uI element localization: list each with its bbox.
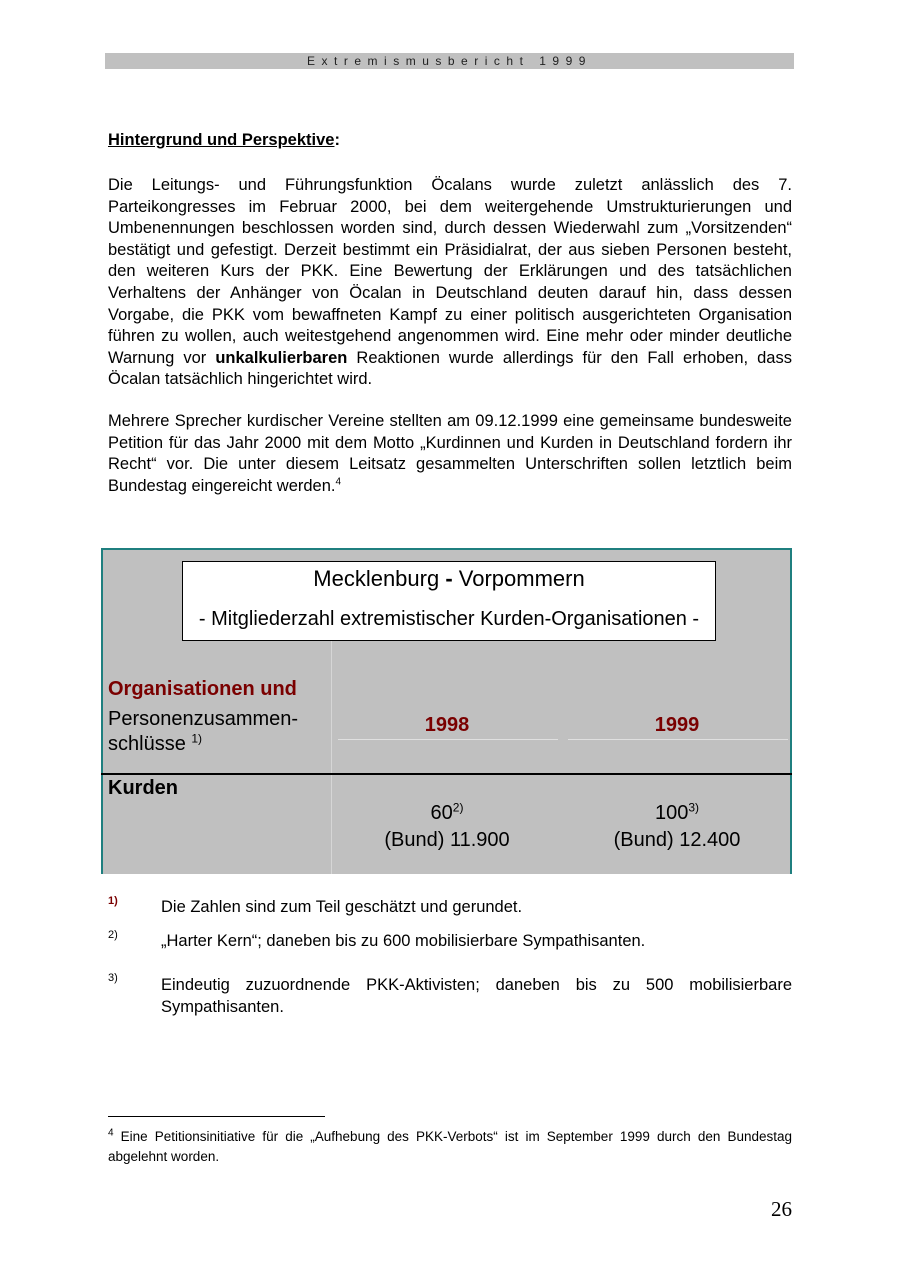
row-header-line2: Personenzusammen- (108, 708, 299, 730)
table-footnote-mark-3: 3) (108, 972, 118, 984)
value-1999 (562, 800, 792, 854)
value-1998-bund: (Bund) 11.900 (384, 829, 510, 851)
value-1998 (332, 800, 562, 854)
table-footnote-2: „Harter Kern“; daneben bis zu 600 mobilisierbare Sympathisanten. (161, 932, 646, 950)
row-label-kurden: Kurden (108, 777, 178, 799)
row-separator (101, 773, 792, 775)
value-1998-note: 2) (452, 800, 464, 815)
header-line-1998 (338, 739, 558, 740)
paragraph-2 (108, 411, 792, 497)
page-footnote-mark: 4 (108, 1127, 114, 1139)
table-title (183, 566, 715, 592)
table-footnote-mark-2: 2) (108, 929, 118, 941)
value-1999-note: 3) (688, 800, 700, 815)
row-header-note: 1) (191, 731, 203, 746)
title-region-b: Vorpommern (452, 566, 585, 591)
row-header-line3: schlüsse (108, 733, 192, 755)
running-header: Extremismusbericht 1999 (105, 53, 794, 69)
value-1999-main: 100 (654, 802, 689, 824)
year-1999-header: 1999 (654, 714, 700, 736)
table-footnote-mark-1: 1) (108, 895, 118, 907)
paragraph-1-bold: unkalkulierbaren (215, 348, 348, 367)
page-footnote-text: Eine Petitionsinitiative für die „Aufhebung des PKK-Verbots“ ist im September 1999 durch den Bundestag abgelehnt worden. (108, 1129, 792, 1164)
paragraph-1-text-a: Die Leitungs- und Führungsfunktion Öcalans wurde zuletzt anlässlich des 7. Parteikongresses im Februar 2000, bei dem weitergehende Umstrukturierungen und Umbenennungen beschlossen worden sind, durch dessen Wiederwahl zum „Vorsitzenden“ bestätigt und gefestigt. Derzeit bestimmt ein Präsidialrat, der aus sieben Personen besteht, den weiteren Kurs der PKK. Eine Bewertung der Erklärungen und des tatsächlichen Verhaltens der Anhänger von Öcalan in Deutschland deuten darauf hin, dass dessen Vorgabe, die PKK vom bewaffneten Kampf zu einer politisch ausgerichteten Organisation führen zu wollen, auch weitestgehend angenommen wird. Eine mehr oder minder deutliche Warnung vor (108, 176, 792, 367)
table-footnote-1: Die Zahlen sind zum Teil geschätzt und gerundet. (161, 898, 523, 916)
title-dash: - (445, 566, 453, 591)
footnote-rule (108, 1116, 325, 1117)
footnote-ref-4[interactable]: 4 (335, 476, 342, 488)
heading-colon: : (334, 131, 340, 149)
header-line-1999 (568, 739, 788, 740)
section-heading (108, 131, 792, 150)
page-footnote (108, 1127, 792, 1167)
table-subtitle: - Mitgliederzahl extremistischer Kurden-Organisationen - (198, 608, 700, 630)
table-footnote-3: Eindeutig zuzuordnende PKK-Aktivisten; daneben bis zu 500 mobilisierbare Sympathisanten. (161, 976, 792, 1016)
row-header-title: Organisationen und (108, 678, 297, 700)
heading-text: Hintergrund und Perspektive (108, 131, 335, 149)
page-number: 26 (771, 1197, 792, 1221)
paragraph-2-text: Mehrere Sprecher kurdischer Vereine stellten am 09.12.1999 eine gemeinsame bundesweite Petition für das Jahr 2000 mit dem Motto „Kurdinnen und Kurden in Deutschland fordern ihr Recht“ vor. Die unter diesem Leitsatz gesammelten Unterschriften sollen letztlich beim Bundestag eingereicht werden. (108, 412, 792, 495)
value-1999-bund: (Bund) 12.400 (613, 829, 741, 851)
paragraph-1-text-b: Reaktionen wurde allerdings für den Fall erhoben, dass Öcalan tatsächlich hingerichtet wird. (108, 348, 792, 389)
table-title-box (182, 561, 716, 641)
year-1998-header: 1998 (424, 714, 470, 736)
paragraph-1 (108, 175, 792, 391)
value-1998-main: 60 (430, 802, 453, 824)
row-header-subtitle (108, 707, 298, 757)
title-region-a: Mecklenburg (313, 566, 446, 591)
